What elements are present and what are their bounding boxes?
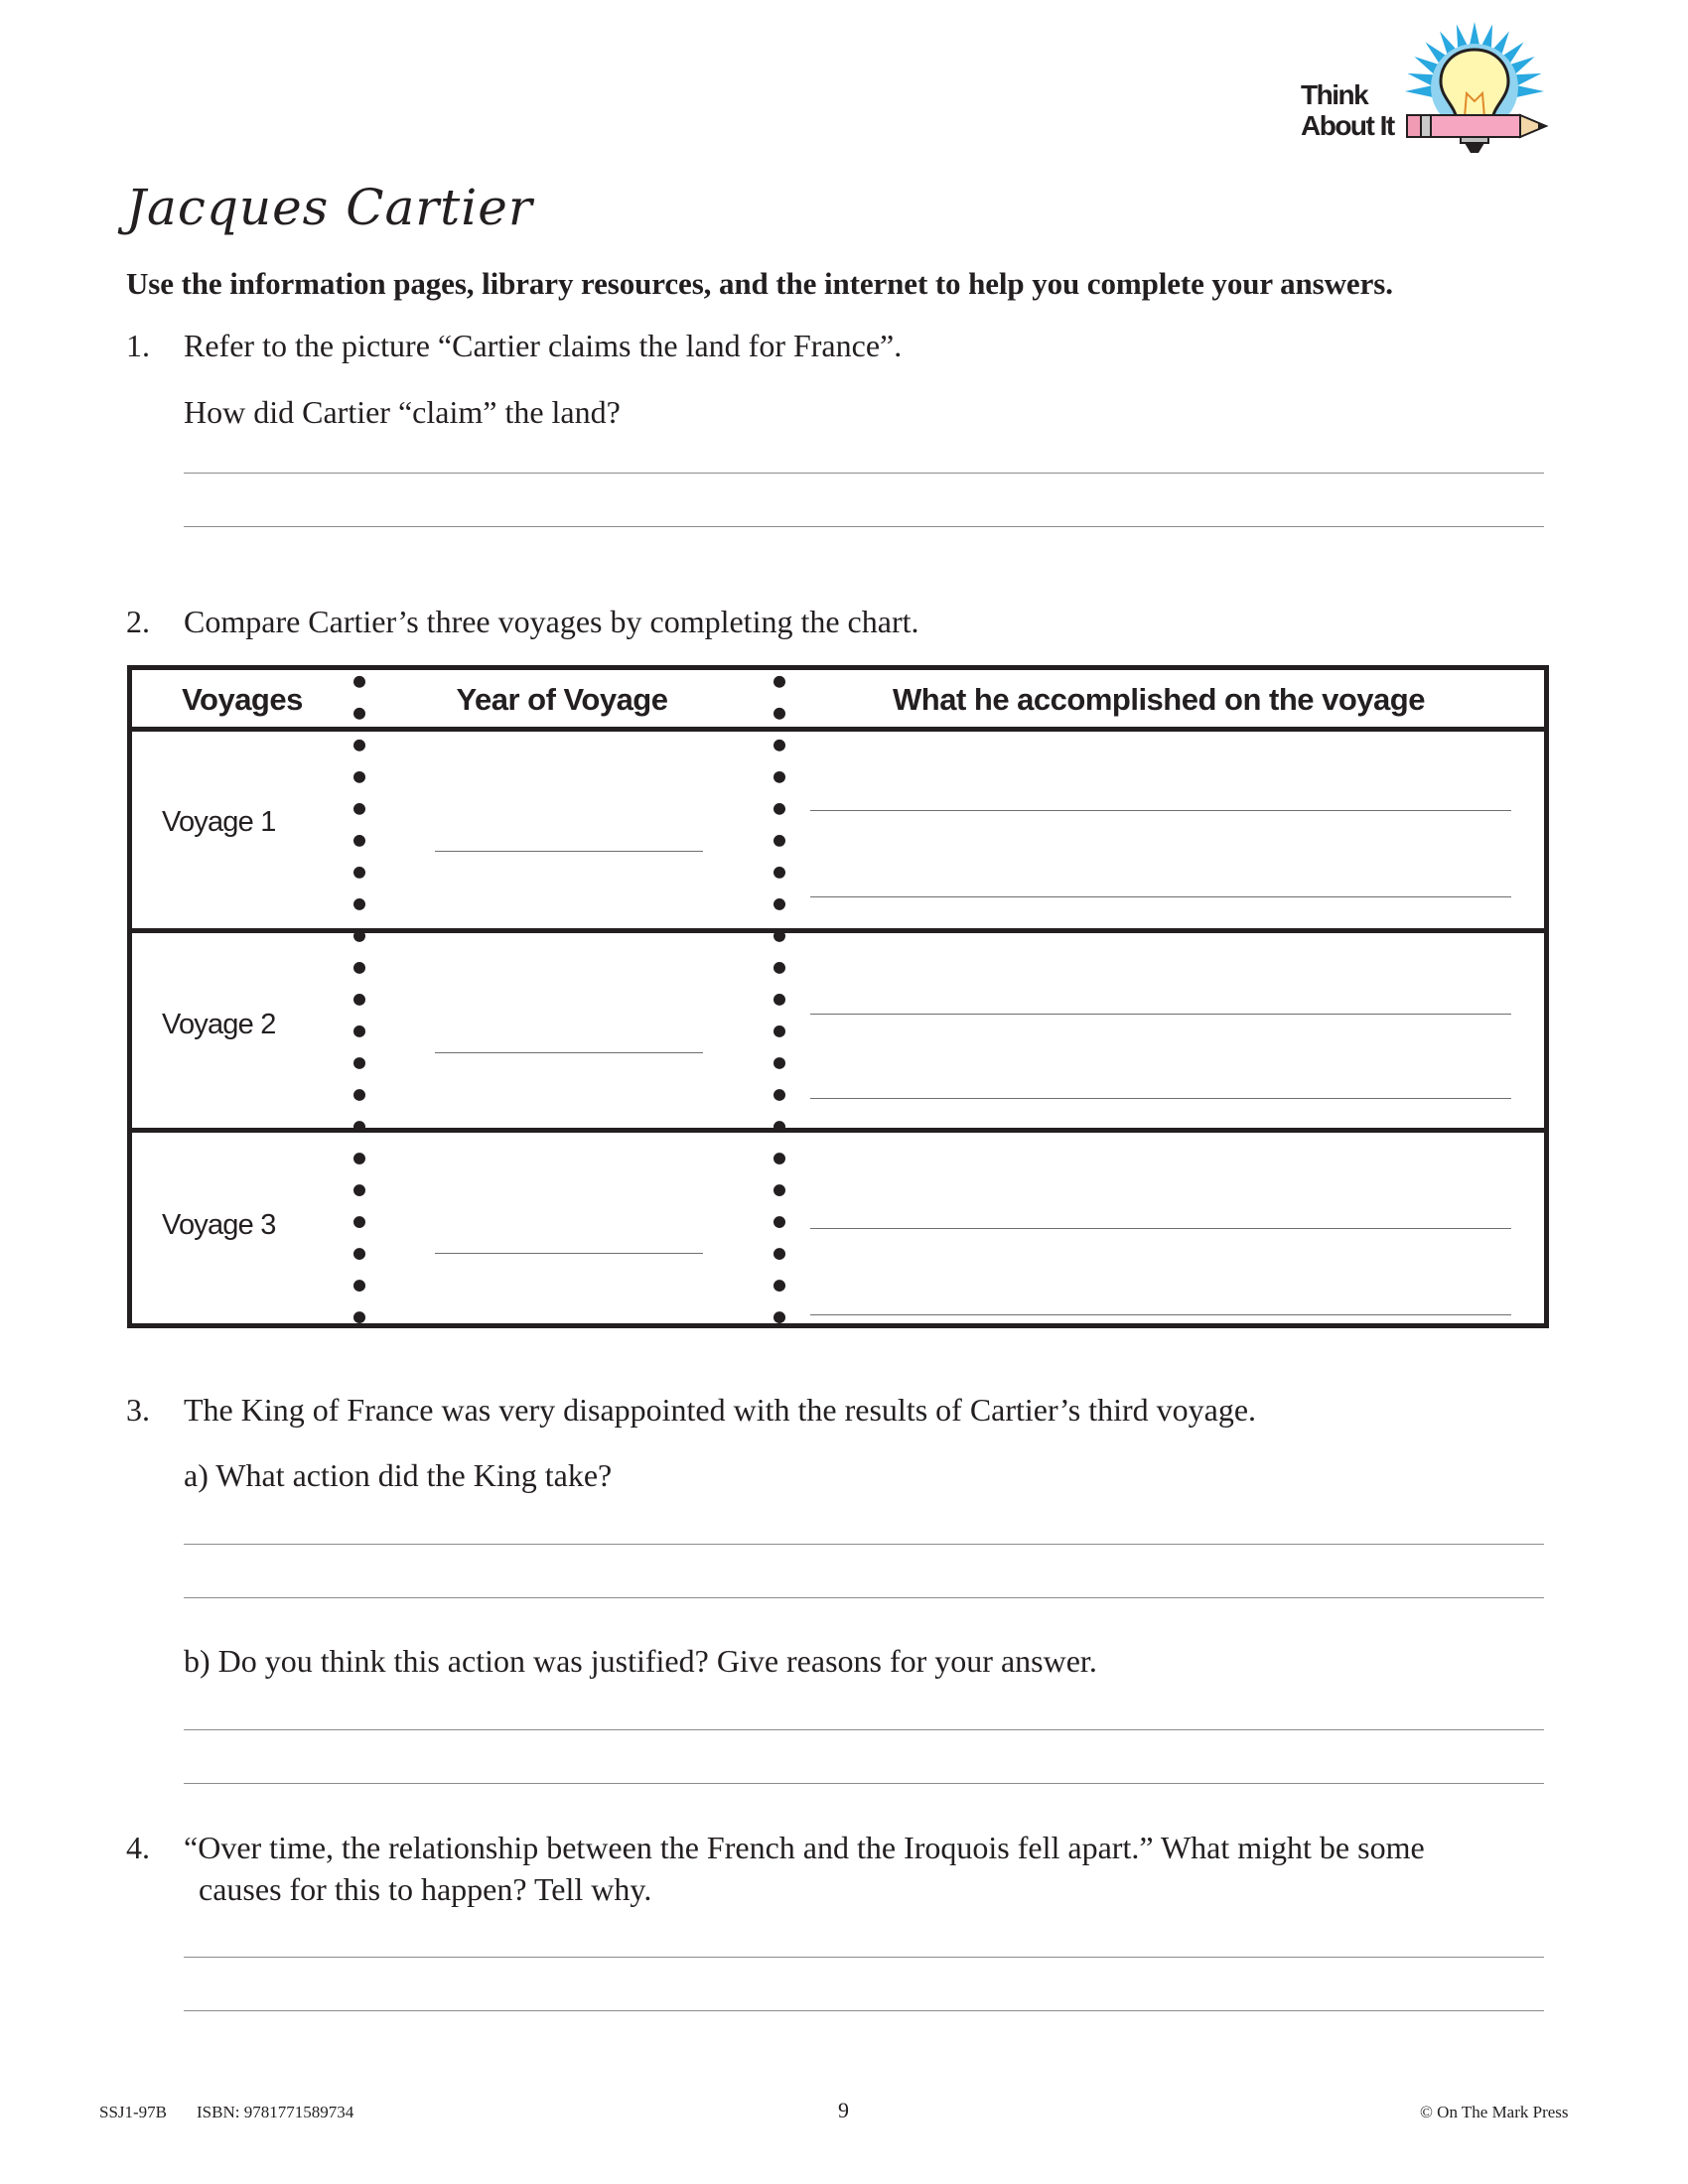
footer-copyright: © On The Mark Press xyxy=(1420,2103,1569,2121)
answer-line[interactable] xyxy=(184,473,1544,474)
divider-dot xyxy=(774,1057,785,1069)
divider-dot xyxy=(774,1089,785,1101)
accomplished-answer-line[interactable] xyxy=(810,896,1511,897)
question-2-text: Compare Cartier’s three voyages by completing the chart. xyxy=(184,604,919,639)
footer-isbn: ISBN: 9781771589734 xyxy=(197,2103,354,2121)
divider-dot xyxy=(774,1121,785,1133)
voyages-chart xyxy=(127,665,1549,1328)
divider-dot xyxy=(353,708,365,720)
header-year: Year of Voyage xyxy=(456,682,668,717)
answer-line[interactable] xyxy=(184,2010,1544,2011)
divider-dot xyxy=(774,962,785,974)
divider-dot xyxy=(353,898,365,910)
chart-row-voyage-1 xyxy=(132,732,1544,933)
divider-dot xyxy=(353,1089,365,1101)
answer-line[interactable] xyxy=(184,1729,1544,1730)
footer-code: SSJ1-97B xyxy=(99,2103,168,2121)
question-4-number: 4. xyxy=(126,1830,150,1865)
divider-dot xyxy=(353,1311,365,1323)
divider-dot xyxy=(774,1248,785,1260)
divider-dot xyxy=(353,1216,365,1228)
divider-dot xyxy=(774,898,785,910)
divider-dot xyxy=(353,835,365,847)
page-title: Jacques Cartier xyxy=(126,179,533,236)
divider-dot xyxy=(353,771,365,783)
divider-dot xyxy=(353,930,365,942)
divider-dot xyxy=(353,1121,365,1133)
question-3b-text: b) Do you think this action was justified? Give reasons for your answer. xyxy=(184,1643,1097,1679)
instructions: Use the information pages, library resources, and the internet to help you complete your answers. xyxy=(126,266,1393,301)
divider-dot xyxy=(353,867,365,879)
accomplished-answer-line[interactable] xyxy=(810,1014,1511,1015)
divider-dot xyxy=(774,1184,785,1196)
accomplished-answer-line[interactable] xyxy=(810,1098,1511,1099)
year-answer-line[interactable] xyxy=(435,1253,703,1254)
header-accomplished: What he accomplished on the voyage xyxy=(893,682,1425,717)
divider-dot xyxy=(774,1153,785,1164)
divider-dot xyxy=(774,867,785,879)
divider-dot xyxy=(353,962,365,974)
question-4-text-line-2: causes for this to happen? Tell why. xyxy=(199,1871,652,1907)
page-number: 9 xyxy=(838,2098,849,2122)
year-answer-line[interactable] xyxy=(435,851,703,852)
chart-row-voyage-2 xyxy=(132,933,1544,1133)
divider-dot xyxy=(774,740,785,751)
chart-header-row xyxy=(132,670,1544,732)
divider-dot xyxy=(353,740,365,751)
divider-dot xyxy=(353,676,365,688)
question-2-number: 2. xyxy=(126,604,150,639)
divider-dot xyxy=(353,1184,365,1196)
dotted-divider-1 xyxy=(352,670,366,1323)
accomplished-answer-line[interactable] xyxy=(810,1314,1511,1315)
divider-dot xyxy=(353,994,365,1006)
divider-dot xyxy=(353,1057,365,1069)
badge-text xyxy=(1301,79,1410,141)
answer-line[interactable] xyxy=(184,1597,1544,1598)
badge-line-1: Think xyxy=(1301,79,1368,110)
question-3-number: 3. xyxy=(126,1392,150,1428)
chart-row-voyage-3 xyxy=(132,1133,1544,1328)
divider-dot xyxy=(774,771,785,783)
divider-dot xyxy=(353,803,365,815)
divider-dot xyxy=(774,676,785,688)
divider-dot xyxy=(774,1216,785,1228)
divider-dot xyxy=(774,994,785,1006)
dotted-divider-2 xyxy=(773,670,786,1323)
divider-dot xyxy=(774,708,785,720)
accomplished-answer-line[interactable] xyxy=(810,1228,1511,1229)
voyage-label: Voyage 2 xyxy=(162,1009,276,1040)
divider-dot xyxy=(774,1311,785,1323)
divider-dot xyxy=(353,1153,365,1164)
voyage-label: Voyage 3 xyxy=(162,1209,276,1241)
lightbulb-pencil-icon xyxy=(1395,20,1554,179)
think-about-it-badge xyxy=(1301,20,1559,179)
divider-dot xyxy=(353,1280,365,1292)
question-1-number: 1. xyxy=(126,328,150,363)
divider-dot xyxy=(353,1248,365,1260)
voyage-label: Voyage 1 xyxy=(162,806,276,838)
question-4-text-line-1: “Over time, the relationship between the French and the Iroquois fell apart.” What might be some xyxy=(184,1830,1425,1865)
year-answer-line[interactable] xyxy=(435,1052,703,1053)
header-voyages: Voyages xyxy=(182,682,303,717)
divider-dot xyxy=(353,1025,365,1037)
answer-line[interactable] xyxy=(184,1783,1544,1784)
divider-dot xyxy=(774,835,785,847)
question-3a-text: a) What action did the King take? xyxy=(184,1457,613,1493)
question-1-subtext: How did Cartier “claim” the land? xyxy=(184,394,621,430)
answer-line[interactable] xyxy=(184,526,1544,527)
answer-line[interactable] xyxy=(184,1957,1544,1958)
accomplished-answer-line[interactable] xyxy=(810,810,1511,811)
question-3-text: The King of France was very disappointed with the results of Cartier’s third voyage. xyxy=(184,1392,1257,1428)
divider-dot xyxy=(774,1280,785,1292)
divider-dot xyxy=(774,803,785,815)
divider-dot xyxy=(774,1025,785,1037)
answer-line[interactable] xyxy=(184,1544,1544,1545)
badge-line-2: About It xyxy=(1301,110,1394,141)
divider-dot xyxy=(774,930,785,942)
question-1-text: Refer to the picture “Cartier claims the land for France”. xyxy=(184,328,903,363)
